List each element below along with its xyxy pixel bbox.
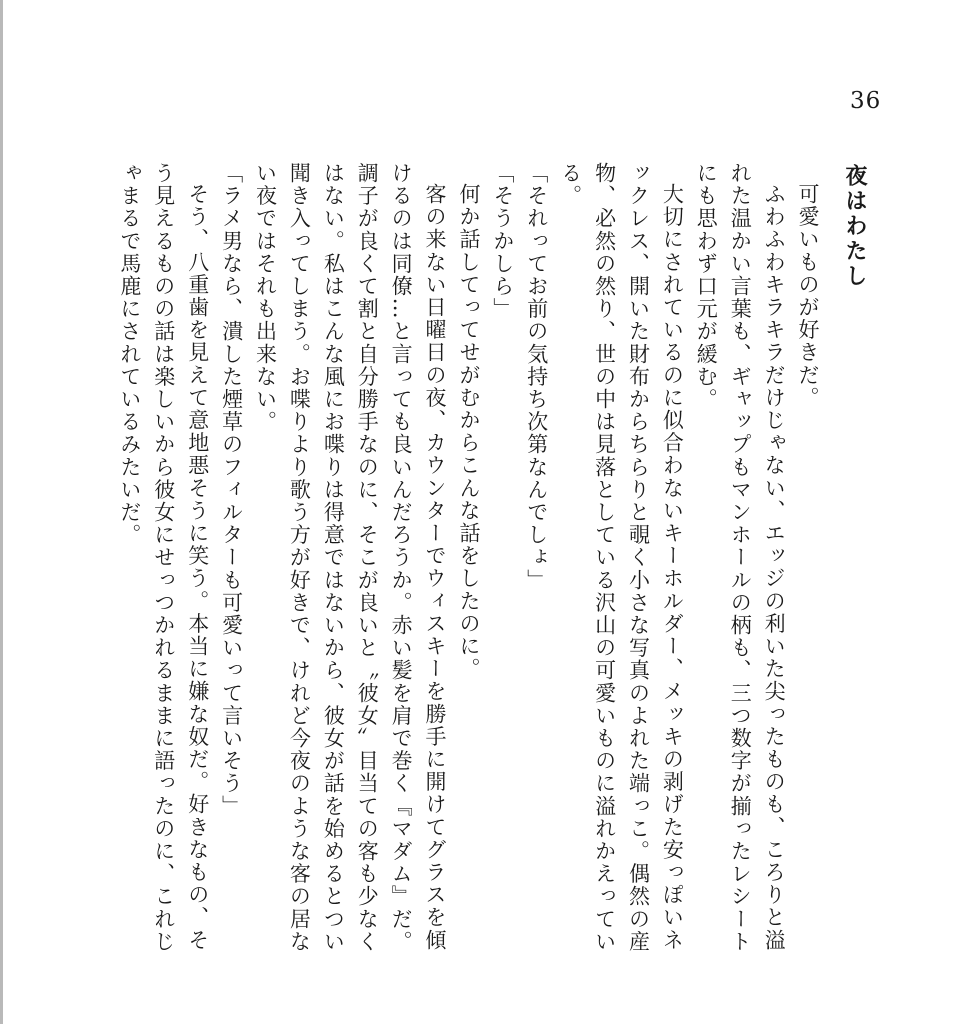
paragraph: そう、八重歯を見えて意地悪そうに笑う。本当に嫌な奴だ。好きなもの、そう見えるものの話は楽しいから彼女にせっつかれるままに語ったのに、これじゃまるで馬鹿にされているみたいだ。 bbox=[117, 162, 210, 953]
page-number: 36 bbox=[850, 88, 882, 114]
paragraph: 客の来ない日曜日の夜、カウンターでウィスキーを勝手に開けてグラスを傾けるのは同僚…と言っても良いんだろうか。赤い髪を肩で巻く『マダム』だ。調子が良くて割と自分勝手なのに、そこが良いと〝彼女〟目当ての客も少なくはない。私はこんな風にお喋りは得意ではないから、彼女が話を始めるとつい聞き入ってしまう。お喋りより歌う方が好きで、けれど今夜のような客の居ない夜ではそれも出来ない。 bbox=[253, 162, 448, 953]
paragraph: 何か話してってせがむからこんな話をしたのに。 bbox=[456, 183, 481, 681]
paragraph: 「それってお前の気持ち次第なんでしょ」 bbox=[524, 162, 549, 592]
body-text bbox=[117, 162, 824, 962]
paragraph: ふわふわキラキラだけじゃない、エッジの利いた尖ったものも、ころりと溢れた温かい言葉も、ギャップもマンホールの柄も、三つ数字が揃ったレシートにも思わず口元が緩む。 bbox=[694, 162, 787, 953]
paragraph: 「ラメ男なら、潰した煙草のフィルターも可愛いって言いそう」 bbox=[219, 162, 244, 818]
paragraph: 大切にされているのに似合わないキーホルダー、メッキの剥げた安っぽいネックレス、開いた財布からちらりと覗く小さな写真のよれた端っこ。偶然の産物、必然の然り、世の中は見落としている沢山の可愛いものに溢れかえっている。 bbox=[558, 162, 685, 953]
paragraph: 可愛いものが好きだ。 bbox=[796, 183, 820, 409]
paragraph: 「そうかしら」 bbox=[490, 162, 515, 321]
page-edge bbox=[0, 0, 3, 1024]
chapter-title: 夜はわたし bbox=[842, 164, 868, 289]
